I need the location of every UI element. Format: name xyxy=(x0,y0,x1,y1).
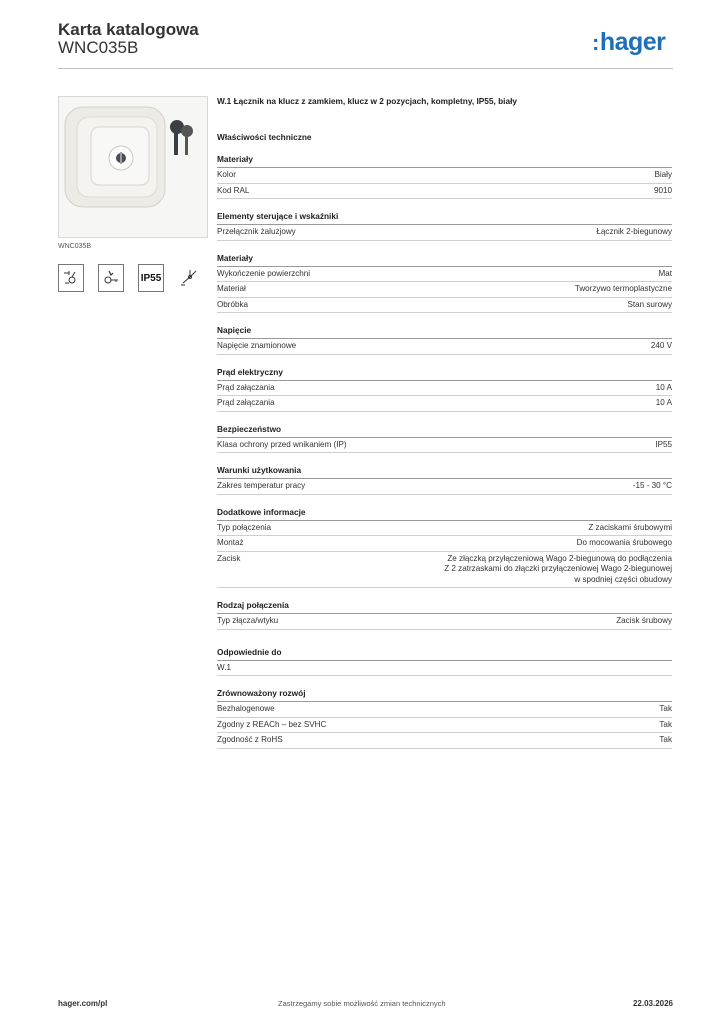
property-section xyxy=(217,367,672,412)
property-value: 240 V xyxy=(650,341,672,350)
property-row xyxy=(217,282,672,298)
hager-logo: :hager xyxy=(592,28,666,56)
property-row xyxy=(217,718,672,734)
section-title: Materiały xyxy=(217,253,672,267)
property-value: Tak xyxy=(659,719,672,729)
property-row xyxy=(217,396,672,412)
property-value xyxy=(444,554,672,586)
image-caption: WNC035B xyxy=(58,243,92,250)
section-title: Rodzaj połączenia xyxy=(217,600,672,614)
property-label: Napięcie znamionowe xyxy=(217,341,297,350)
property-value: 9010 xyxy=(653,185,672,195)
property-value: 10 A xyxy=(655,398,672,407)
ip55-icon xyxy=(138,264,164,292)
property-label: Kolor xyxy=(217,170,236,179)
product-title: W.1 Łącznik na klucz z zamkiem, klucz w 2 pozycjach, kompletny, IP55, biały xyxy=(217,96,518,106)
property-section xyxy=(217,688,672,749)
section-title: Dodatkowe informacje xyxy=(217,507,672,521)
header-divider xyxy=(58,68,673,69)
section-title: Bezpieczeństwo xyxy=(217,424,672,438)
property-row xyxy=(217,479,672,495)
property-value-line: Z 2 zatrzaskami do złączki przyłączeniowej Wago 2-biegunowej xyxy=(444,564,672,573)
properties-sections xyxy=(217,154,672,749)
property-label: Zgodny z REACh – bez SVHC xyxy=(217,719,327,729)
section-title: Warunki użytkowania xyxy=(217,465,672,479)
property-label: Bezhalogenowe xyxy=(217,704,275,713)
property-value: Biały xyxy=(654,170,672,179)
section-title: Zrównoważony rozwój xyxy=(217,688,672,702)
property-label: Zacisk xyxy=(217,553,241,563)
technical-properties-heading: Właściwości techniczne xyxy=(217,132,312,142)
page-title: Karta katalogowa xyxy=(58,20,199,39)
property-row xyxy=(217,225,672,241)
section-title: Napięcie xyxy=(217,325,672,339)
property-label: Montaż xyxy=(217,538,244,547)
property-value: Do mocowania śrubowego xyxy=(576,538,672,547)
property-value: 10 A xyxy=(655,382,672,392)
key-operation-icon xyxy=(98,264,124,292)
property-label: Kod RAL xyxy=(217,185,250,195)
property-row xyxy=(217,702,672,718)
property-label: W.1 xyxy=(217,662,231,672)
property-row xyxy=(217,168,672,184)
property-section xyxy=(217,600,672,630)
property-row xyxy=(217,536,672,552)
property-label: Zakres temperatur pracy xyxy=(217,481,306,490)
property-row xyxy=(217,733,672,749)
property-label: Wykończenie powierzchni xyxy=(217,268,311,278)
property-label: Materiał xyxy=(217,284,246,293)
property-value: Mat xyxy=(658,268,672,278)
datasheet-content xyxy=(217,96,672,749)
key-switch-icon xyxy=(58,264,84,292)
property-row xyxy=(217,339,672,355)
property-section xyxy=(217,253,672,314)
property-row xyxy=(217,184,672,200)
property-label: Klasa ochrony przed wnikaniem (IP) xyxy=(217,439,347,449)
switch-symbol-icon xyxy=(178,264,202,290)
product-code: WNC035B xyxy=(58,38,139,57)
property-value-line: w spodniej części obudowy xyxy=(574,574,672,584)
property-label: Obróbka xyxy=(217,299,249,309)
property-section xyxy=(217,325,672,355)
property-section xyxy=(217,211,672,241)
section-title: Prąd elektryczny xyxy=(217,367,672,381)
footer-date: 22.03.2026 xyxy=(632,999,673,1008)
property-section xyxy=(217,154,672,199)
property-value: Łącznik 2-biegunowy xyxy=(596,227,672,236)
property-label: Prąd załączania xyxy=(217,382,275,392)
feature-icons xyxy=(58,264,216,292)
property-row xyxy=(217,521,672,537)
section-title: Elementy sterujące i wskaźniki xyxy=(217,211,672,225)
property-value: Stan surowy xyxy=(627,299,672,309)
section-title: Materiały xyxy=(217,154,672,168)
property-section xyxy=(217,465,672,495)
property-label: Prąd załączania xyxy=(217,398,275,407)
property-value: Tworzywo termoplastyczne xyxy=(574,284,672,293)
property-row xyxy=(217,614,672,630)
footer-url[interactable]: hager.com/pl xyxy=(58,999,108,1008)
property-value: IP55 xyxy=(655,439,672,449)
property-section xyxy=(217,507,672,589)
property-value: Zacisk śrubowy xyxy=(616,616,672,625)
property-row xyxy=(217,298,672,314)
property-row xyxy=(217,552,672,589)
property-label: Typ złącza/wtyku xyxy=(217,616,279,625)
property-row xyxy=(217,661,672,677)
property-value-line: Ze złączką przyłączeniową Wago 2-biegunową do podłączenia xyxy=(447,553,672,563)
property-value: Tak xyxy=(659,704,672,713)
property-row xyxy=(217,438,672,454)
property-value: Tak xyxy=(659,735,672,744)
property-label: Przełącznik żaluzjowy xyxy=(217,227,296,236)
property-section xyxy=(217,424,672,454)
property-row xyxy=(217,267,672,283)
product-image xyxy=(58,96,208,238)
property-section xyxy=(217,647,672,677)
property-value: -15 - 30 °C xyxy=(632,481,672,490)
section-title: Odpowiednie do xyxy=(217,647,672,661)
property-label: Typ połączenia xyxy=(217,522,271,532)
ip-rating-label: IP55 xyxy=(140,272,162,284)
property-row xyxy=(217,381,672,397)
property-label: Zgodność z RoHS xyxy=(217,735,283,744)
footer-note: Zastrzegamy sobie możliwość zmian technicznych xyxy=(278,999,446,1008)
property-value: Z zaciskami śrubowymi xyxy=(588,522,672,532)
